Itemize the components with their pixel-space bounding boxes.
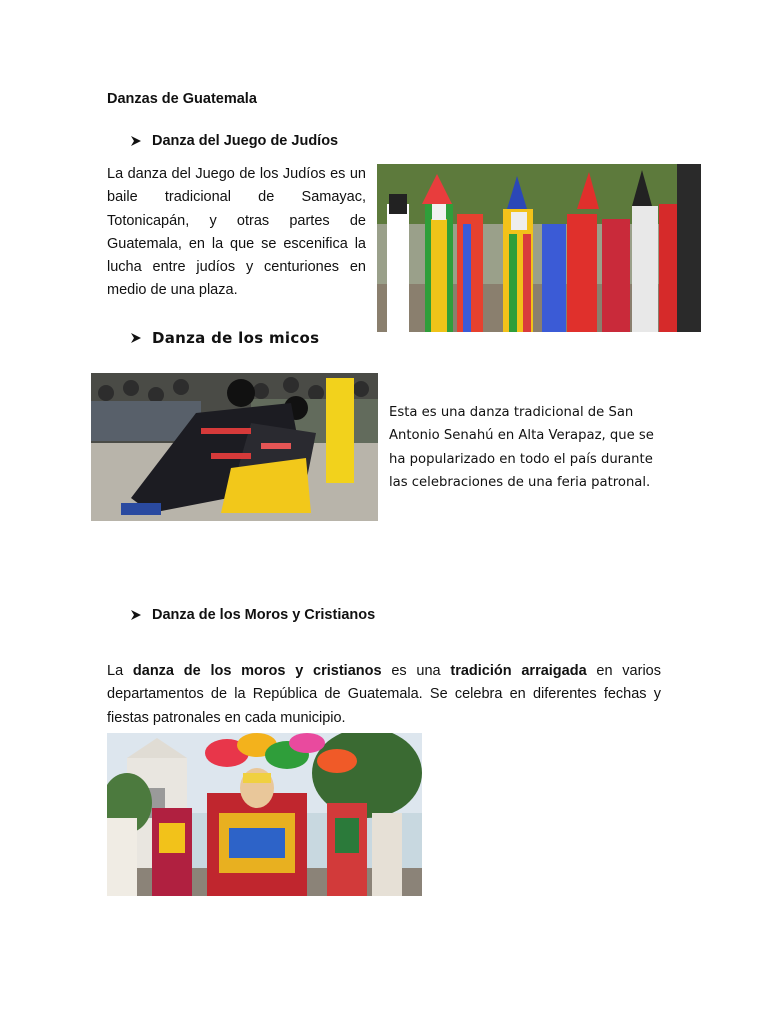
section-heading-moros <box>129 607 375 623</box>
paragraph-text: La <box>107 663 124 679</box>
document-title: Danzas de Guatemala <box>107 91 257 107</box>
arrowhead-bullet-icon <box>129 134 143 148</box>
paragraph-text: es una <box>391 663 441 679</box>
photo-moros-y-cristianos <box>107 733 422 896</box>
photo-danza-de-los-micos <box>91 373 378 521</box>
section-heading-text: Danza de los micos <box>152 329 320 347</box>
paragraph-text: en varios departamentos de la República de Guatemala. Se celebra en diferentes fechas y fiestas patronales en cada municipio. <box>107 663 661 726</box>
paragraph-moros <box>107 660 661 730</box>
arrowhead-bullet-icon <box>129 331 143 345</box>
section-heading-text: Danza de los Moros y Cristianos <box>152 607 376 623</box>
paragraph-bold-text: tradición arraigada <box>450 663 587 679</box>
section-heading-text: Danza del Juego de Judíos <box>152 133 339 149</box>
section-heading-micos <box>129 329 319 347</box>
section-heading-judios <box>129 133 338 149</box>
paragraph-micos: Esta es una danza tradicional de San Antonio Senahú en Alta Verapaz, que se ha popularizado en todo el país durante las celebraciones de una feria patronal. <box>389 405 654 491</box>
paragraph-bold-text: danza de los moros y cristianos <box>132 663 382 679</box>
paragraph-judios: La danza del Juego de los Judíos es un baile tradicional de Samayac, Totonicapán, y otras partes de Guatemala, en la que se escenifica la lucha entre judíos y centuriones en medio de una plaza. <box>107 166 366 299</box>
arrowhead-bullet-icon <box>129 608 143 622</box>
photo-juego-de-judios <box>377 164 701 332</box>
